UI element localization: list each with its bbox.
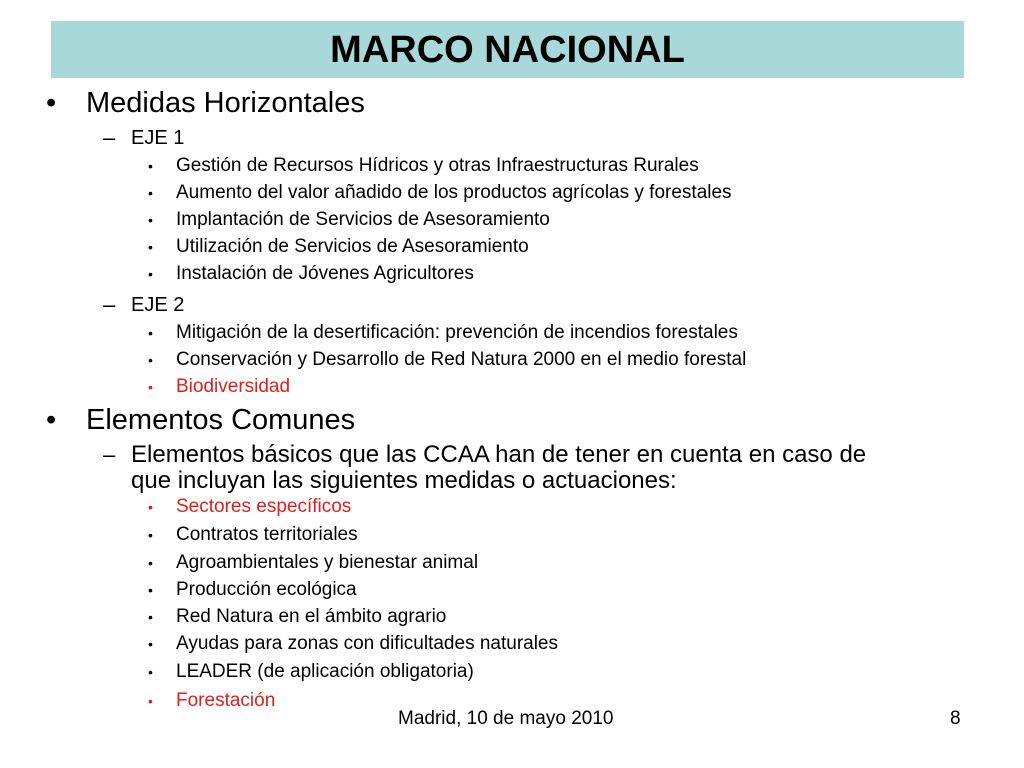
eje2-item: Mitigación de la desertificación: prevención de incendios forestales (176, 322, 738, 343)
dash-icon: – (103, 125, 116, 150)
small-bullet-icon: • (148, 582, 153, 598)
eje1-label: EJE 1 (131, 127, 185, 149)
slide-footer: Madrid, 10 de mayo 2010 (398, 708, 614, 729)
elementos-item: Red Natura en el ámbito agrario (176, 606, 447, 627)
small-bullet-icon: • (148, 664, 153, 680)
eje1-item: Aumento del valor añadido de los productos agrícolas y forestales (176, 182, 732, 203)
small-bullet-icon: • (148, 239, 153, 255)
small-bullet-icon: • (148, 609, 153, 625)
elementos-item-highlighted: Sectores específicos (176, 496, 352, 517)
elementos-item: Producción ecológica (176, 579, 357, 600)
eje1-item: Utilización de Servicios de Asesoramiento (176, 236, 529, 257)
dash-icon: – (103, 292, 116, 317)
eje1-item: Gestión de Recursos Hídricos y otras Infraestructuras Rurales (176, 155, 699, 176)
eje2-item: Conservación y Desarrollo de Red Natura 2000 en el medio forestal (176, 349, 747, 370)
eje1-item: Instalación de Jóvenes Agricultores (176, 263, 474, 284)
page-number: 8 (950, 708, 961, 729)
elementos-description-line2: que incluyan las siguientes medidas o actuaciones: (131, 467, 677, 494)
small-bullet-icon: • (148, 185, 153, 201)
elementos-item: Contratos territoriales (176, 524, 358, 545)
elementos-item: Agroambientales y bienestar animal (176, 552, 479, 573)
section-heading-elementos-comunes: Elementos Comunes (86, 404, 356, 436)
small-bullet-icon: • (148, 352, 153, 368)
slide-title: MARCO NACIONAL (330, 28, 685, 71)
section-heading-medidas-horizontales: Medidas Horizontales (86, 87, 365, 119)
eje2-item-highlighted: Biodiversidad (176, 376, 291, 397)
small-bullet-icon: • (148, 266, 153, 282)
small-bullet-icon: • (148, 325, 153, 341)
small-bullet-icon: • (148, 379, 153, 395)
small-bullet-icon: • (148, 499, 153, 515)
small-bullet-icon: • (148, 212, 153, 228)
small-bullet-icon: • (148, 158, 153, 174)
small-bullet-icon: • (148, 527, 153, 543)
small-bullet-icon: • (148, 693, 153, 709)
bullet-dot-icon: • (46, 87, 57, 119)
elementos-description-line1: Elementos básicos que las CCAA han de tener en cuenta en caso de (131, 441, 867, 468)
elementos-item: Ayudas para zonas con dificultades naturales (176, 633, 559, 654)
eje2-label: EJE 2 (131, 294, 185, 316)
title-bar (51, 21, 964, 78)
elementos-item: LEADER (de aplicación obligatoria) (176, 661, 474, 682)
small-bullet-icon: • (148, 636, 153, 652)
elementos-item-highlighted: Forestación (176, 690, 276, 711)
small-bullet-icon: • (148, 555, 153, 571)
eje1-item: Implantación de Servicios de Asesoramiento (176, 209, 550, 230)
bullet-dot-icon: • (46, 404, 57, 436)
dash-icon: – (103, 442, 116, 467)
